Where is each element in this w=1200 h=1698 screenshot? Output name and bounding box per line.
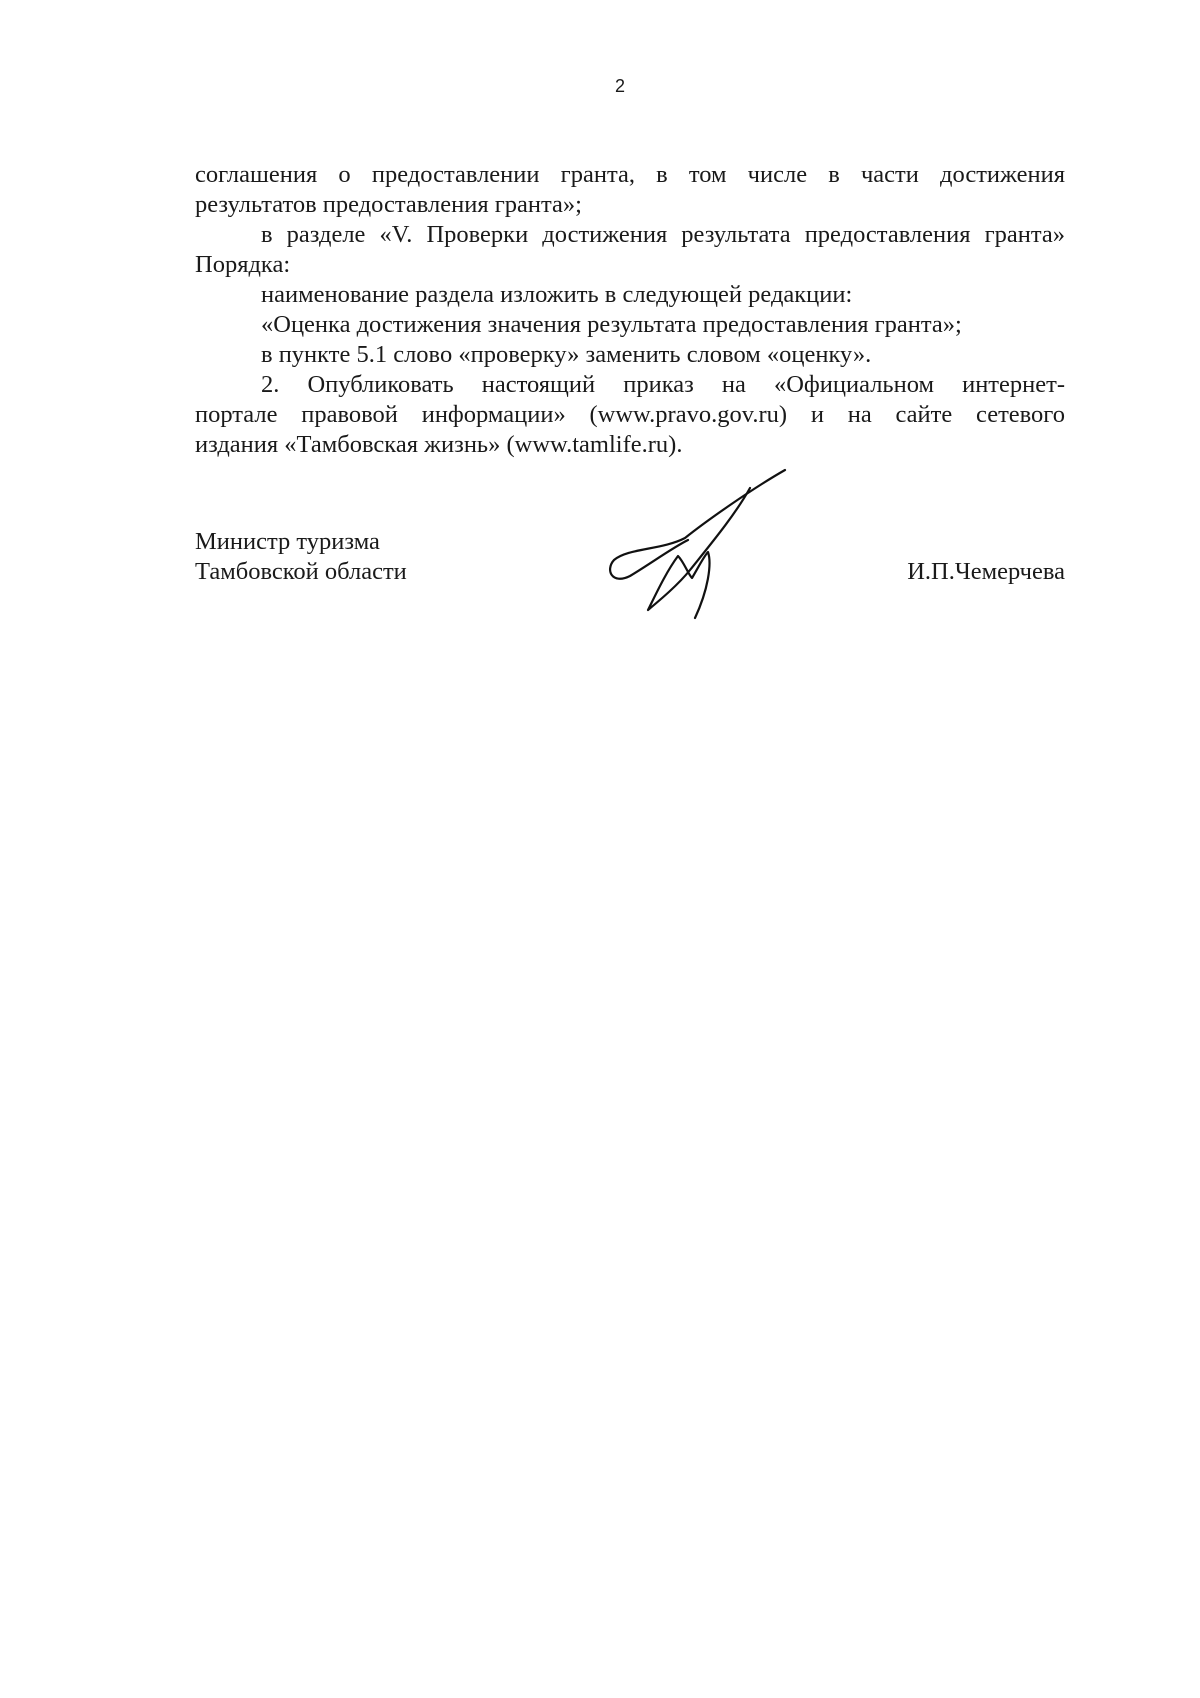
paragraph-line: «Оценка достижения значения результата предоставления гранта»;: [261, 311, 962, 338]
paragraph-line: 2. Опубликовать настоящий приказ на «Официальном интернет-: [261, 371, 1065, 398]
paragraph-line: соглашения о предоставлении гранта, в том числе в части достижения: [195, 161, 1065, 188]
position-line-2: Тамбовской области: [195, 558, 407, 585]
position-line-1: Министр туризма: [195, 528, 380, 555]
paragraph-line: в пункте 5.1 слово «проверку» заменить словом «оценку».: [261, 341, 872, 368]
signatory-name: И.П.Чемерчева: [907, 558, 1065, 585]
paragraph-line: результатов предоставления гранта»;: [195, 191, 582, 218]
paragraph-line: Порядка:: [195, 251, 291, 278]
body-text: [195, 160, 1065, 460]
page-number: 2: [614, 76, 625, 96]
paragraph-line: портале правовой информации» (www.pravo.gov.ru) и на сайте сетевого: [195, 401, 1065, 428]
paragraph-line: издания «Тамбовская жизнь» (www.tamlife.ru).: [195, 431, 683, 458]
handwritten-signature: [600, 460, 810, 640]
signatory-position: [195, 527, 407, 587]
paragraph-line: в разделе «V. Проверки достижения результата предоставления гранта»: [261, 221, 1065, 248]
paragraph-line: наименование раздела изложить в следующей редакции:: [261, 281, 853, 308]
